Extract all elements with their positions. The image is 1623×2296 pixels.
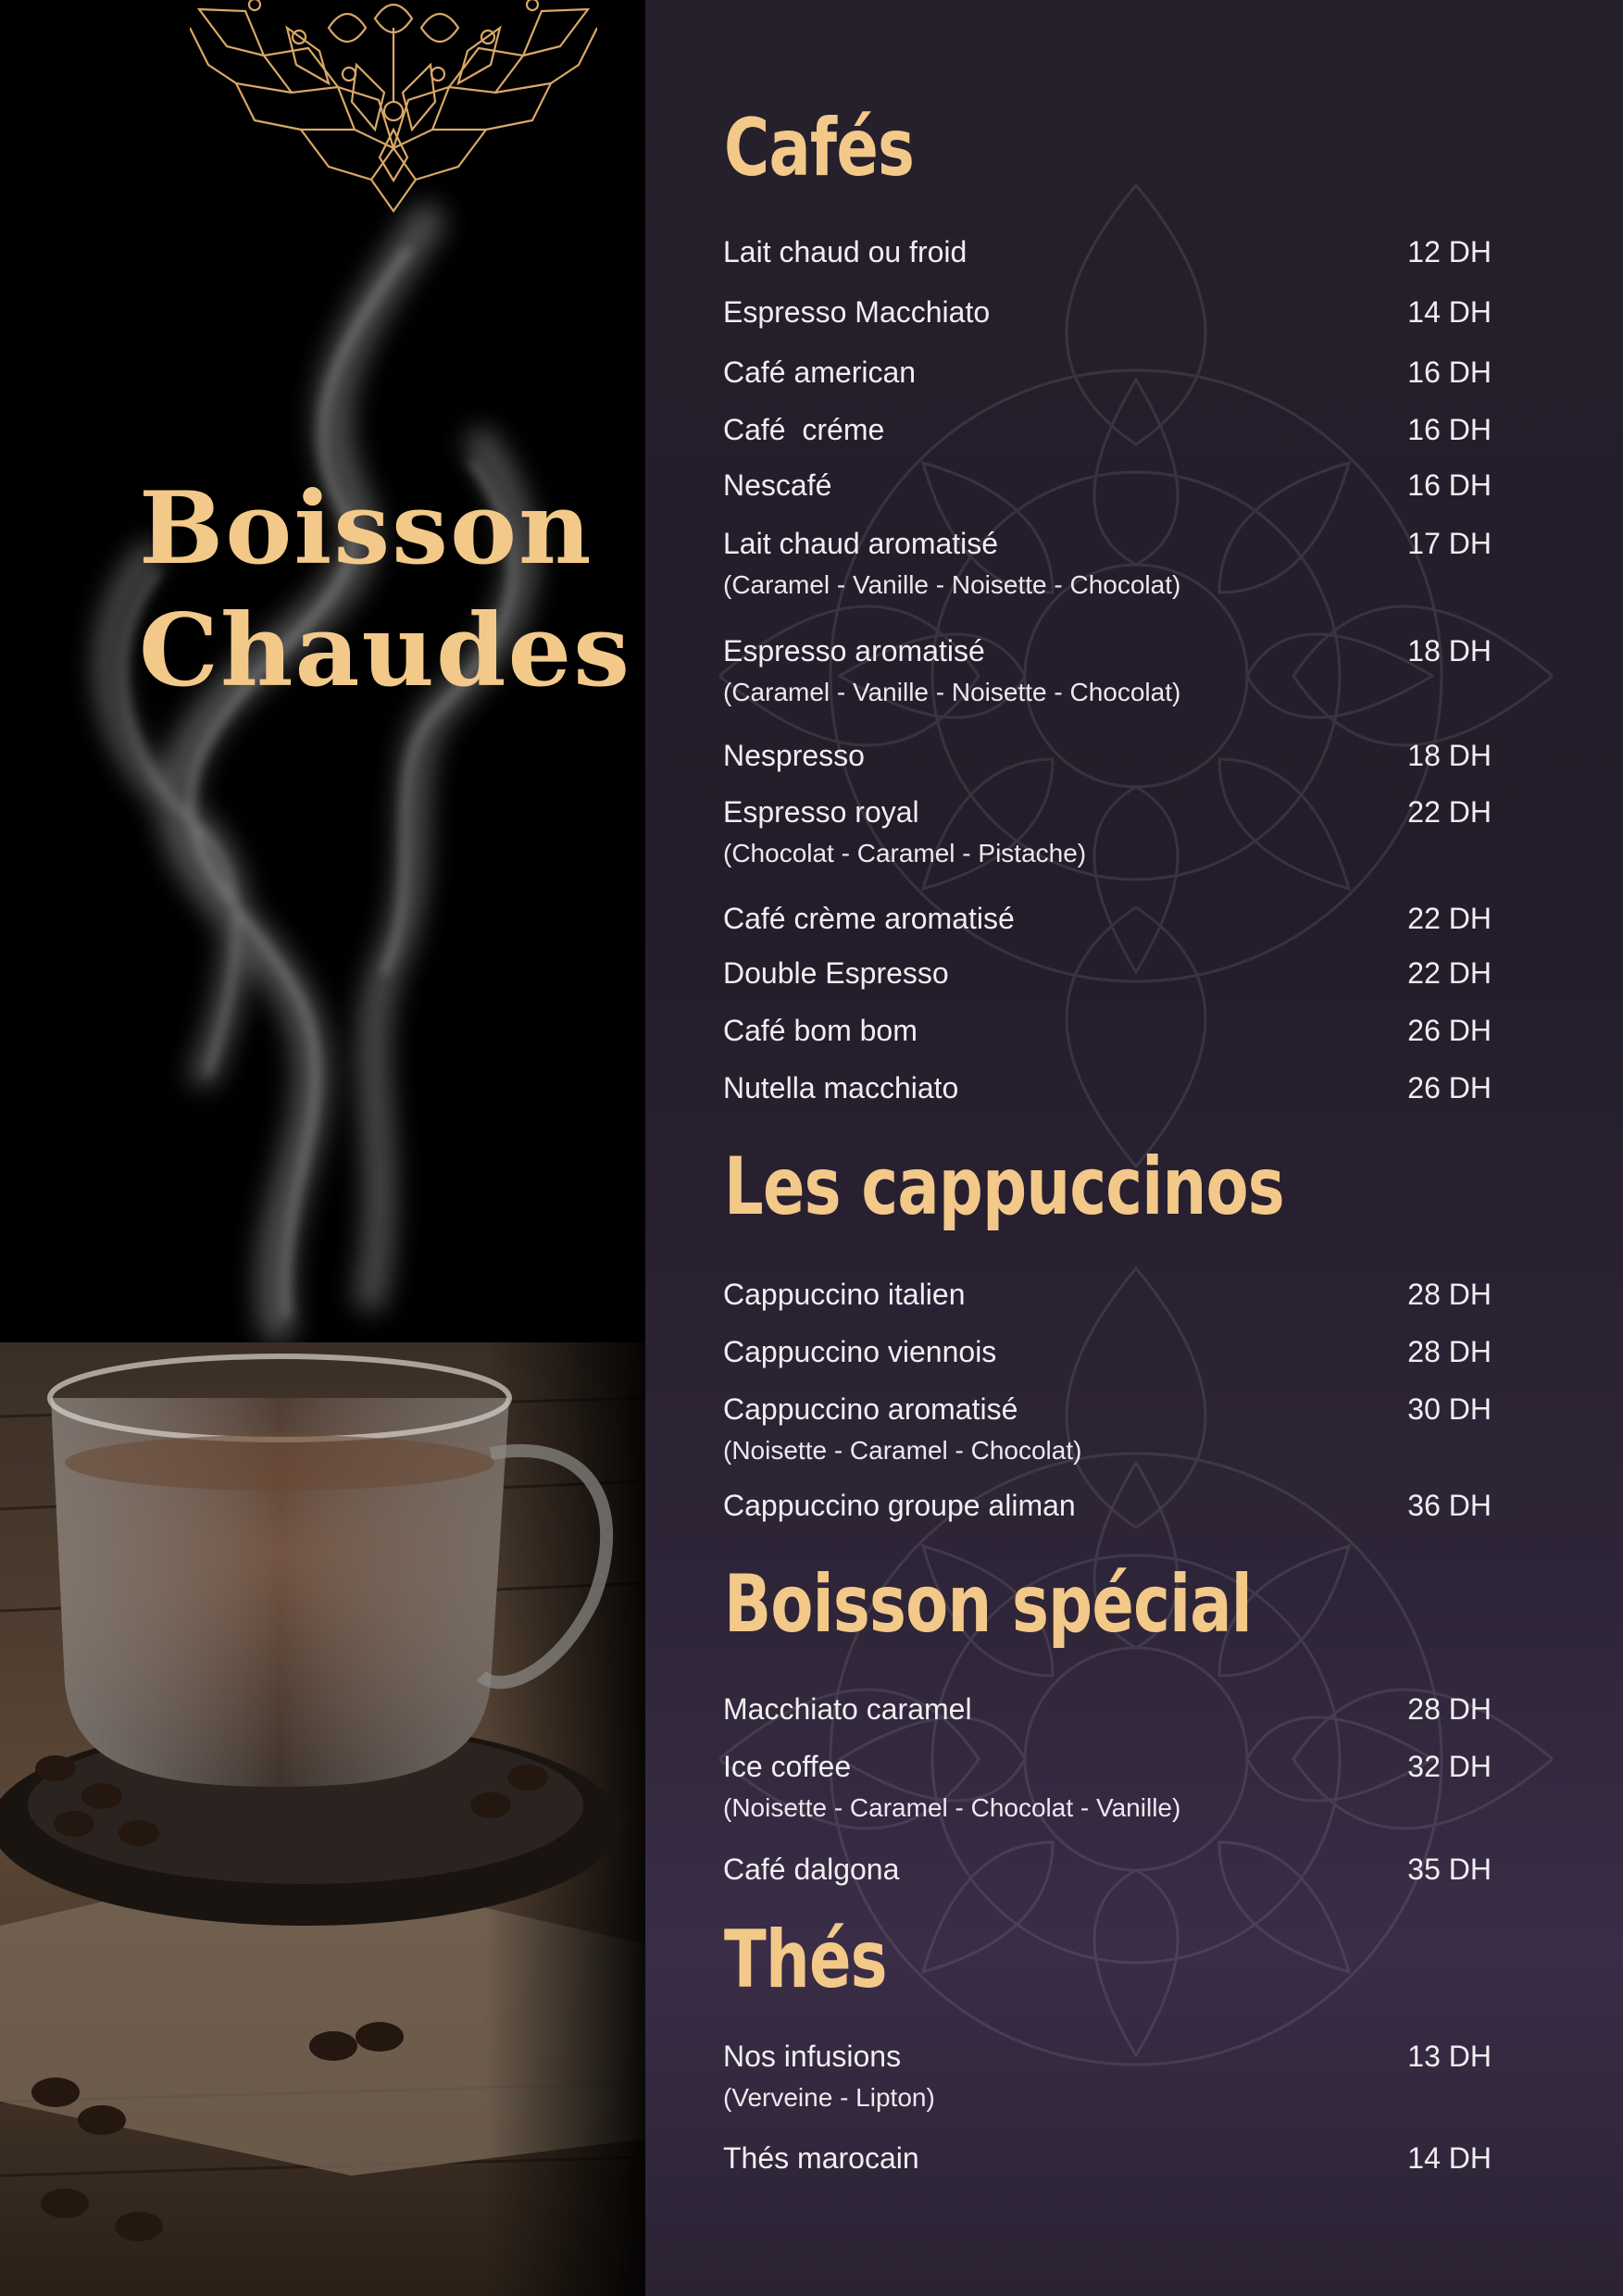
hero-title-line1: Boisson bbox=[139, 470, 593, 587]
menu-item bbox=[723, 1276, 1492, 1313]
item-name: Café dalgona bbox=[723, 1853, 900, 1886]
item-name: Cappuccino viennois bbox=[723, 1335, 997, 1368]
menu-item bbox=[723, 1691, 1492, 1728]
menu-item bbox=[723, 233, 1492, 270]
menu-item bbox=[723, 955, 1492, 992]
item-name: Lait chaud aromatisé bbox=[723, 527, 999, 560]
item-name: Café bom bom bbox=[723, 1014, 918, 1047]
item-options: (Noisette - Caramel - Chocolat - Vanille) bbox=[723, 1793, 1181, 1822]
menu-item bbox=[723, 1391, 1492, 1467]
item-price: 22 DH bbox=[1407, 956, 1492, 990]
item-price: 35 DH bbox=[1407, 1853, 1492, 1886]
menu-item bbox=[723, 1851, 1492, 1888]
section-title-cappuccinos: Les cappuccinos bbox=[724, 1141, 1284, 1233]
item-name: Café crème aromatisé bbox=[723, 902, 1015, 935]
menu-item bbox=[723, 1012, 1492, 1049]
item-name: Café american bbox=[723, 356, 917, 389]
item-name: Espresso Macchiato bbox=[723, 295, 991, 329]
menu-item bbox=[723, 1748, 1492, 1825]
item-name: Nespresso bbox=[723, 739, 865, 772]
section-title-boisson-special: Boisson spécial bbox=[724, 1558, 1253, 1651]
item-name: Espresso royal bbox=[723, 795, 919, 829]
menu-item bbox=[723, 737, 1492, 774]
item-price: 22 DH bbox=[1407, 795, 1492, 829]
item-price: 12 DH bbox=[1407, 235, 1492, 268]
item-options: (Caramel - Vanille - Noisette - Chocolat) bbox=[723, 678, 1181, 706]
hero-title bbox=[139, 468, 632, 712]
steam-image bbox=[0, 167, 645, 1370]
section-title-cafes: Cafés bbox=[724, 102, 915, 194]
item-name: Cappuccino groupe aliman bbox=[723, 1489, 1076, 1522]
menu-content bbox=[645, 0, 1623, 2296]
item-price: 28 DH bbox=[1407, 1692, 1492, 1726]
item-name: Nutella macchiato bbox=[723, 1071, 959, 1104]
item-options: (Caramel - Vanille - Noisette - Chocolat) bbox=[723, 570, 1181, 599]
item-name: Thés marocain bbox=[723, 2141, 919, 2175]
item-name: Espresso aromatisé bbox=[723, 634, 985, 668]
item-name: Ice coffee bbox=[723, 1750, 852, 1783]
menu-panel bbox=[645, 0, 1623, 2296]
menu-item bbox=[723, 1487, 1492, 1524]
coffee-cup-image bbox=[0, 1324, 645, 2296]
item-name: Nos infusions bbox=[723, 2040, 902, 2073]
item-name: Double Espresso bbox=[723, 956, 949, 990]
menu-item bbox=[723, 1069, 1492, 1106]
menu-item bbox=[723, 354, 1492, 391]
item-price: 18 DH bbox=[1407, 739, 1492, 772]
menu-item bbox=[723, 411, 1492, 448]
menu-item bbox=[723, 467, 1492, 504]
item-options: (Chocolat - Caramel - Pistache) bbox=[723, 839, 1087, 867]
item-price: 28 DH bbox=[1407, 1335, 1492, 1368]
item-name: Cappuccino aromatisé bbox=[723, 1392, 1018, 1426]
menu-item bbox=[723, 900, 1492, 937]
item-price: 17 DH bbox=[1407, 527, 1492, 560]
item-price: 28 DH bbox=[1407, 1278, 1492, 1311]
item-price: 32 DH bbox=[1407, 1750, 1492, 1783]
item-price: 18 DH bbox=[1407, 634, 1492, 668]
menu-item bbox=[723, 525, 1492, 602]
menu-item bbox=[723, 793, 1492, 870]
item-name: Café créme bbox=[723, 413, 885, 446]
item-price: 26 DH bbox=[1407, 1071, 1492, 1104]
section-title-thes: Thés bbox=[724, 1914, 887, 2006]
item-price: 26 DH bbox=[1407, 1014, 1492, 1047]
menu-item bbox=[723, 2140, 1492, 2177]
item-price: 14 DH bbox=[1407, 2141, 1492, 2175]
hero-title-line2: Chaudes bbox=[139, 593, 632, 709]
menu-item bbox=[723, 632, 1492, 709]
item-price: 14 DH bbox=[1407, 295, 1492, 329]
item-name: Macchiato caramel bbox=[723, 1692, 972, 1726]
item-name: Lait chaud ou froid bbox=[723, 235, 968, 268]
item-price: 16 DH bbox=[1407, 413, 1492, 446]
item-name: Cappuccino italien bbox=[723, 1278, 966, 1311]
menu-item bbox=[723, 2038, 1492, 2115]
menu-item bbox=[723, 1333, 1492, 1370]
item-price: 30 DH bbox=[1407, 1392, 1492, 1426]
item-name: Nescafé bbox=[723, 468, 832, 502]
item-price: 16 DH bbox=[1407, 356, 1492, 389]
left-photo-panel bbox=[0, 0, 645, 2296]
item-options: (Noisette - Caramel - Chocolat) bbox=[723, 1436, 1082, 1465]
item-price: 36 DH bbox=[1407, 1489, 1492, 1522]
menu-item bbox=[723, 293, 1492, 331]
item-price: 22 DH bbox=[1407, 902, 1492, 935]
item-options: (Verveine - Lipton) bbox=[723, 2083, 935, 2112]
item-price: 16 DH bbox=[1407, 468, 1492, 502]
item-price: 13 DH bbox=[1407, 2040, 1492, 2073]
